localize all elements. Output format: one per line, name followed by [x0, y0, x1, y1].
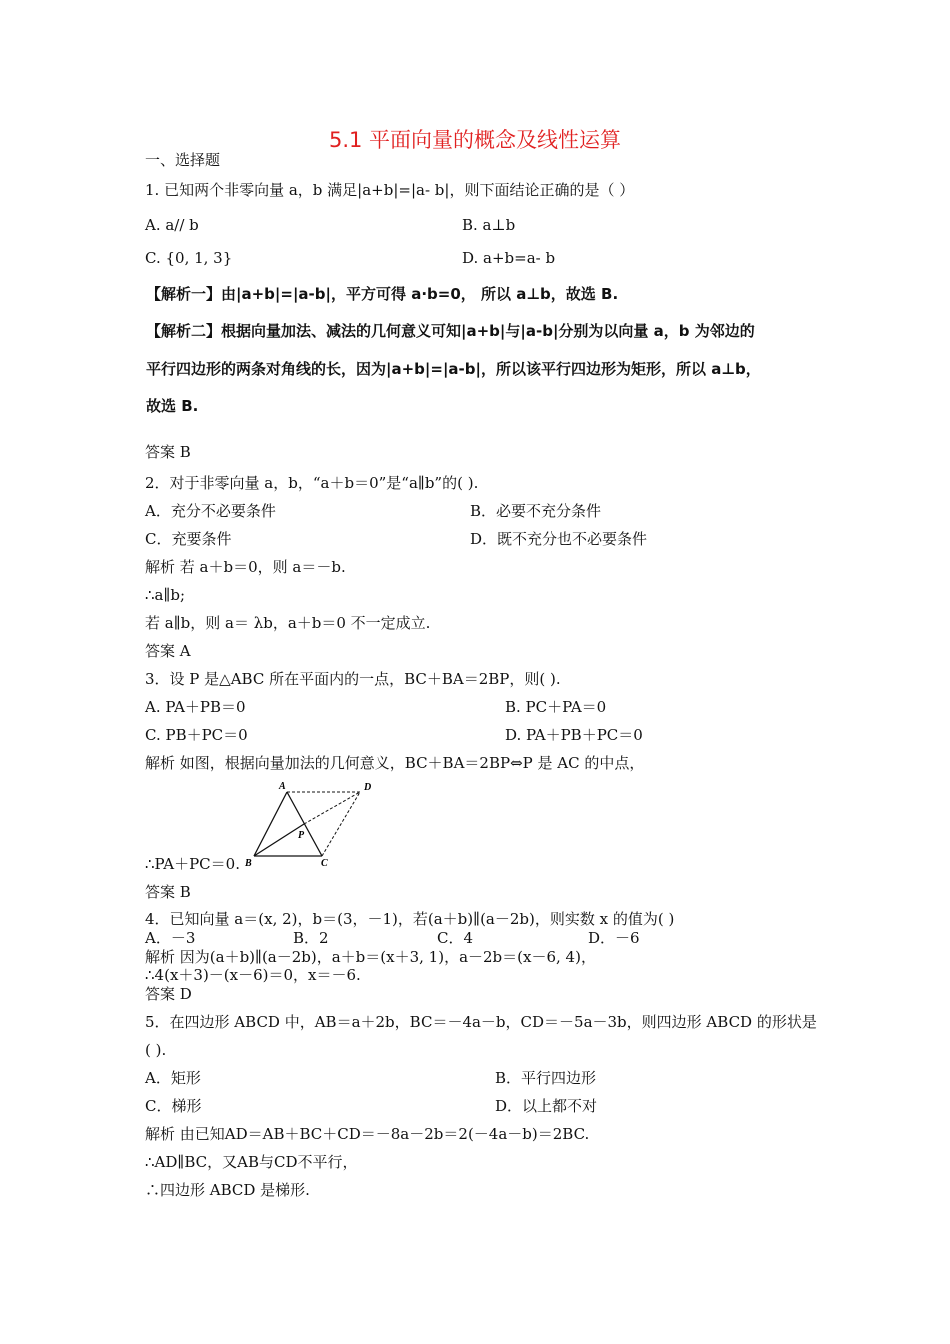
q2-solution-line-2: ∴a∥b; — [145, 586, 186, 604]
q3-answer: 答案 B — [145, 883, 191, 901]
q4-solution-line-2: ∴4(x＋3)－(x－6)＝0，x＝－6. — [145, 966, 361, 984]
page-title: 5.1 平面向量的概念及线性运算 — [328, 128, 622, 152]
q4-option-c: C．4 — [437, 929, 474, 947]
q2-option-a: A．充分不必要条件 — [145, 502, 276, 520]
label-d: D — [364, 782, 372, 793]
q1-answer: 答案 B — [145, 443, 191, 461]
q2-stem: 2．对于非零向量 a，b，“a＋b＝0”是“a∥b”的( ). — [145, 474, 479, 492]
q4-option-b: B．2 — [293, 929, 329, 947]
q5-option-c: C．梯形 — [145, 1097, 202, 1115]
q1-option-b: B. a⊥b — [462, 216, 516, 234]
q5-option-b: B．平行四边形 — [495, 1069, 597, 1087]
label-a: A — [279, 781, 286, 792]
q3-option-c: C. PB＋PC＝0 — [145, 726, 248, 744]
q3-option-a: A. PA＋PB＝0 — [145, 698, 246, 716]
edge-bp — [254, 824, 304, 856]
q5-stem-line-1: 5．在四边形 ABCD 中，AB＝a＋2b，BC＝－4a－b，CD＝－5a－3b，则四边形 ABCD 的形状是 — [145, 1013, 817, 1031]
q1-solution-2-line-3: 故选 B. — [146, 397, 199, 415]
q4-solution-line-1: 解析 因为(a＋b)∥(a－2b)，a＋b＝(x＋3, 1)，a－2b＝(x－6, 4)， — [145, 948, 596, 966]
q3-stem: 3．设 P 是△ABC 所在平面内的一点，BC＋BA＝2BP，则( ). — [145, 670, 561, 688]
q5-solution-line-3: ∴四边形 ABCD 是梯形. — [145, 1181, 310, 1199]
q3-option-b: B. PC＋PA＝0 — [505, 698, 607, 716]
parallelogram-diagram — [242, 776, 382, 871]
section-heading: 一、选择题 — [145, 151, 221, 169]
label-c: C — [321, 858, 328, 869]
q4-stem: 4．已知向量 a＝(x, 2)，b＝(3，－1)，若(a＋b)∥(a－2b)，则实数 x 的值为( ) — [145, 910, 675, 928]
q2-option-b: B．必要不充分条件 — [470, 502, 602, 520]
q4-option-d: D．－6 — [588, 929, 640, 947]
q5-option-d: D．以上都不对 — [495, 1097, 598, 1115]
q3-solution-line-2: ∴PA＋PC＝0. — [145, 855, 240, 873]
q2-option-c: C．充要条件 — [145, 530, 232, 548]
q2-answer: 答案 A — [145, 642, 191, 660]
dashed-cd — [322, 792, 360, 856]
q1-option-c: C. {0, 1, 3} — [145, 249, 233, 267]
label-b: B — [245, 858, 252, 869]
q2-solution-line-1: 解析 若 a＋b＝0，则 a＝－b. — [145, 558, 346, 576]
q3-solution-line-1: 解析 如图，根据向量加法的几何意义，BC＋BA＝2BP⇔P 是 AC 的中点， — [145, 754, 645, 772]
q5-solution-line-1: 解析 由已知AD＝AB＋BC＋CD＝－8a－2b＝2(－4a－b)＝2BC. — [145, 1125, 590, 1143]
q2-solution-line-3: 若 a∥b，则 a＝ λb，a＋b＝0 不一定成立. — [145, 614, 431, 632]
q5-option-a: A．矩形 — [145, 1069, 201, 1087]
q2-option-d: D．既不充分也不必要条件 — [470, 530, 648, 548]
q1-option-a: A. a// b — [145, 216, 199, 234]
q3-option-d: D. PA＋PB＋PC＝0 — [505, 726, 643, 744]
q1-stem: 1. 已知两个非零向量 a，b 满足|a+b|=|a- b|，则下面结论正确的是（ ） — [145, 181, 635, 199]
q4-answer: 答案 D — [145, 985, 192, 1003]
q1-option-d: D. a+b=a- b — [462, 249, 556, 267]
q4-option-a: A．－3 — [145, 929, 196, 947]
edge-ab — [254, 792, 287, 856]
dashed-pd — [304, 792, 360, 824]
q5-stem-line-2: ( ). — [145, 1041, 167, 1059]
q5-solution-line-2: ∴AD∥BC，又AB与CD不平行， — [145, 1153, 358, 1171]
q1-solution-2-line-1: 【解析二】根据向量加法、减法的几何意义可知|a+b|与|a-b|分别为以向量 a，b 为邻边的 — [146, 322, 755, 340]
label-p: P — [298, 830, 305, 841]
q1-solution-2-line-2: 平行四边形的两条对角线的长，因为|a+b|=|a-b|，所以该平行四边形为矩形，所以 a⊥b， — [146, 360, 761, 378]
q1-solution-1: 【解析一】由|a+b|=|a-b|，平方可得 a·b=0， 所以 a⊥b，故选 B. — [146, 285, 619, 303]
